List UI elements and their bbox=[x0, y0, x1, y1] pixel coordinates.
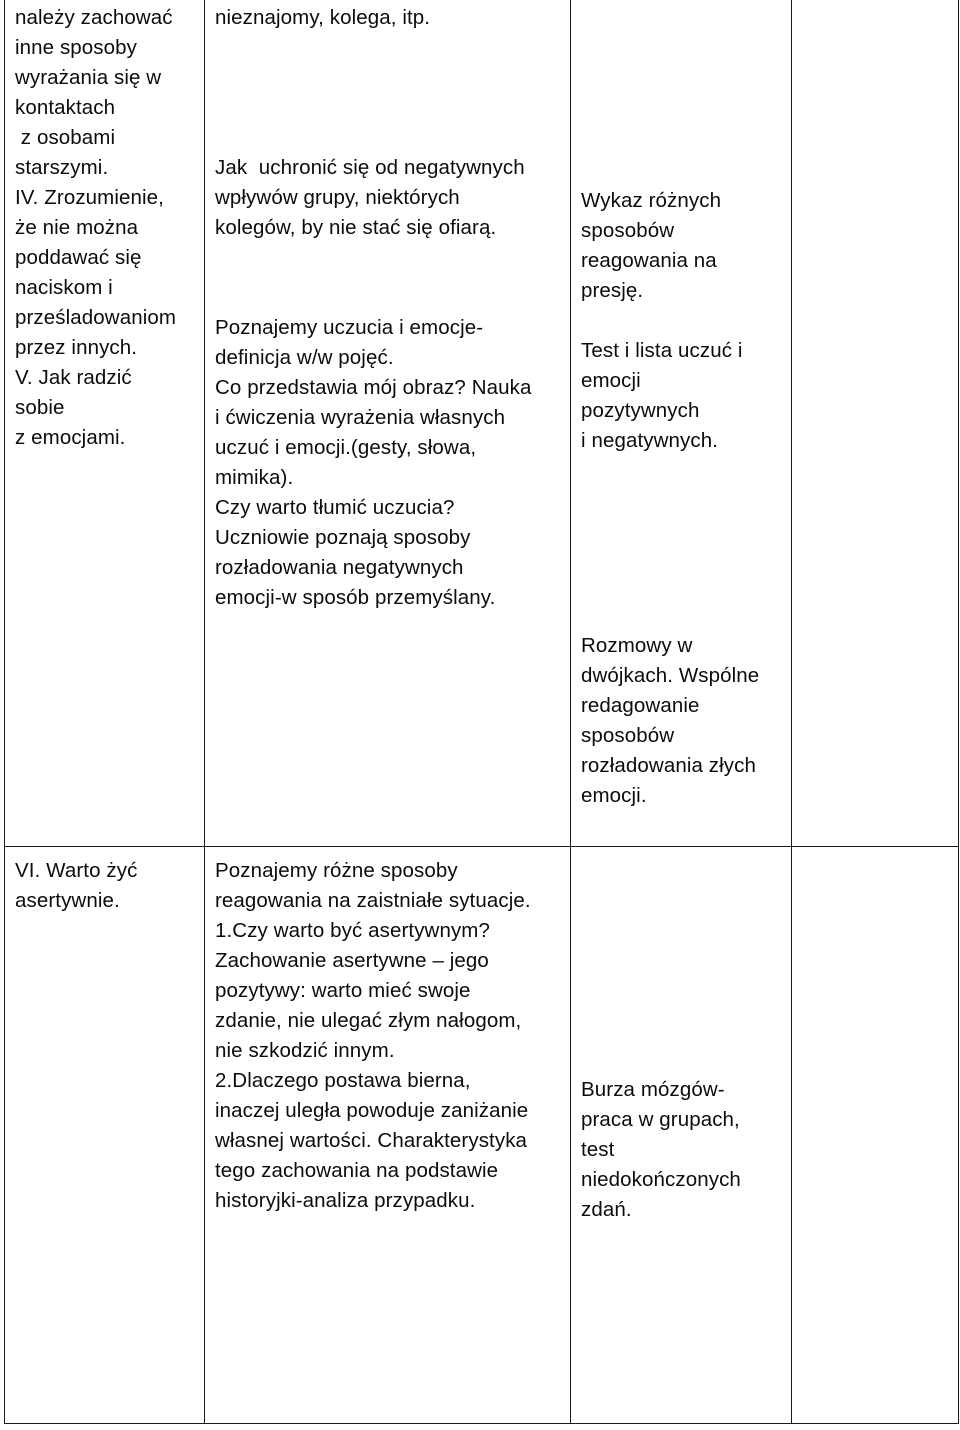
text-line: pozytywnych bbox=[581, 399, 700, 422]
text-line: Zachowanie asertywne – jego bbox=[215, 949, 489, 972]
text-line: Czy warto tłumić uczucia? bbox=[215, 496, 455, 519]
text-line: prześladowaniom bbox=[15, 306, 177, 329]
content-cell bbox=[205, 847, 571, 1424]
text-line: V. Jak radzić bbox=[15, 366, 132, 389]
notes-cell bbox=[792, 0, 959, 847]
text-line: inne sposoby bbox=[15, 36, 138, 59]
text-line: naciskom i bbox=[15, 276, 113, 299]
text-line: Poznajemy różne sposoby bbox=[215, 859, 458, 882]
text-line: mimika). bbox=[215, 466, 294, 489]
content-cell bbox=[205, 0, 571, 847]
text-line: Burza mózgów- bbox=[581, 1078, 725, 1101]
text-line: starszymi. bbox=[15, 156, 109, 179]
text-line: przez innych. bbox=[15, 336, 138, 359]
text-line: emocji-w sposób przemyślany. bbox=[215, 586, 496, 609]
text-line: inaczej uległa powoduje zaniżanie bbox=[215, 1099, 529, 1122]
text-line: test bbox=[581, 1138, 615, 1161]
text-line: reagowania na bbox=[581, 249, 717, 272]
text-line: i ćwiczenia wyrażenia własnych bbox=[215, 406, 506, 429]
table-row bbox=[5, 847, 959, 1424]
text-line: praca w grupach, bbox=[581, 1108, 740, 1131]
text-line: nie szkodzić innym. bbox=[215, 1039, 395, 1062]
objectives-cell bbox=[5, 847, 205, 1424]
text-line: z osobami bbox=[15, 126, 116, 149]
text-line: pozytywy: warto mieć swoje bbox=[215, 979, 471, 1002]
text-line: Poznajemy uczucia i emocje- bbox=[215, 316, 484, 339]
text-line: z emocjami. bbox=[15, 426, 126, 449]
text-line: presję. bbox=[581, 279, 644, 302]
text-line: dwójkach. Wspólne bbox=[581, 664, 760, 687]
text-line: kolegów, by nie stać się ofiarą. bbox=[215, 216, 497, 239]
table-row bbox=[5, 0, 959, 847]
text-line: emocji bbox=[581, 369, 641, 392]
text-line: nieznajomy, kolega, itp. bbox=[215, 6, 431, 29]
text-line: sposobów bbox=[581, 724, 675, 747]
text-line: rozładowania negatywnych bbox=[215, 556, 464, 579]
text-line: należy zachować bbox=[15, 6, 173, 29]
text-line: sobie bbox=[15, 396, 65, 419]
text-line: własnej wartości. Charakterystyka bbox=[215, 1129, 528, 1152]
text-line: tego zachowania na podstawie bbox=[215, 1159, 499, 1182]
text-line: IV. Zrozumienie, bbox=[15, 186, 164, 209]
text-line: redagowanie bbox=[581, 694, 700, 717]
text-line: wyrażania się w bbox=[15, 66, 162, 89]
lesson-plan-table bbox=[4, 0, 959, 1424]
text-line: VI. Warto żyć bbox=[15, 859, 138, 882]
text-line: definicja w/w pojęć. bbox=[215, 346, 394, 369]
text-line: uczuć i emocji.(gesty, słowa, bbox=[215, 436, 477, 459]
text-line: niedokończonych bbox=[581, 1168, 741, 1191]
text-line: i negatywnych. bbox=[581, 429, 719, 452]
text-line: historyjki-analiza przypadku. bbox=[215, 1189, 476, 1212]
text-line: Test i lista uczuć i bbox=[581, 339, 743, 362]
text-line: Wykaz różnych bbox=[581, 189, 722, 212]
text-line: asertywnie. bbox=[15, 889, 120, 912]
text-line: Co przedstawia mój obraz? Nauka bbox=[215, 376, 532, 399]
text-line: Uczniowie poznają sposoby bbox=[215, 526, 471, 549]
text-line: 1.Czy warto być asertywnym? bbox=[215, 919, 490, 942]
text-line: emocji. bbox=[581, 784, 647, 807]
methods-cell bbox=[571, 0, 792, 847]
text-line: rozładowania złych bbox=[581, 754, 756, 777]
text-line: reagowania na zaistniałe sytuacje. bbox=[215, 889, 531, 912]
text-line: 2.Dlaczego postawa bierna, bbox=[215, 1069, 471, 1092]
text-line: poddawać się bbox=[15, 246, 142, 269]
text-line: kontaktach bbox=[15, 96, 116, 119]
text-line: Jak uchronić się od negatywnych bbox=[215, 156, 525, 179]
text-line: że nie można bbox=[15, 216, 139, 239]
objectives-cell bbox=[5, 0, 205, 847]
text-line: wpływów grupy, niektórych bbox=[215, 186, 460, 209]
text-line: zdanie, nie ulegać złym nałogom, bbox=[215, 1009, 522, 1032]
text-line: sposobów bbox=[581, 219, 675, 242]
notes-cell bbox=[792, 847, 959, 1424]
text-line: zdań. bbox=[581, 1198, 632, 1221]
text-line: Rozmowy w bbox=[581, 634, 693, 657]
methods-cell bbox=[571, 847, 792, 1424]
